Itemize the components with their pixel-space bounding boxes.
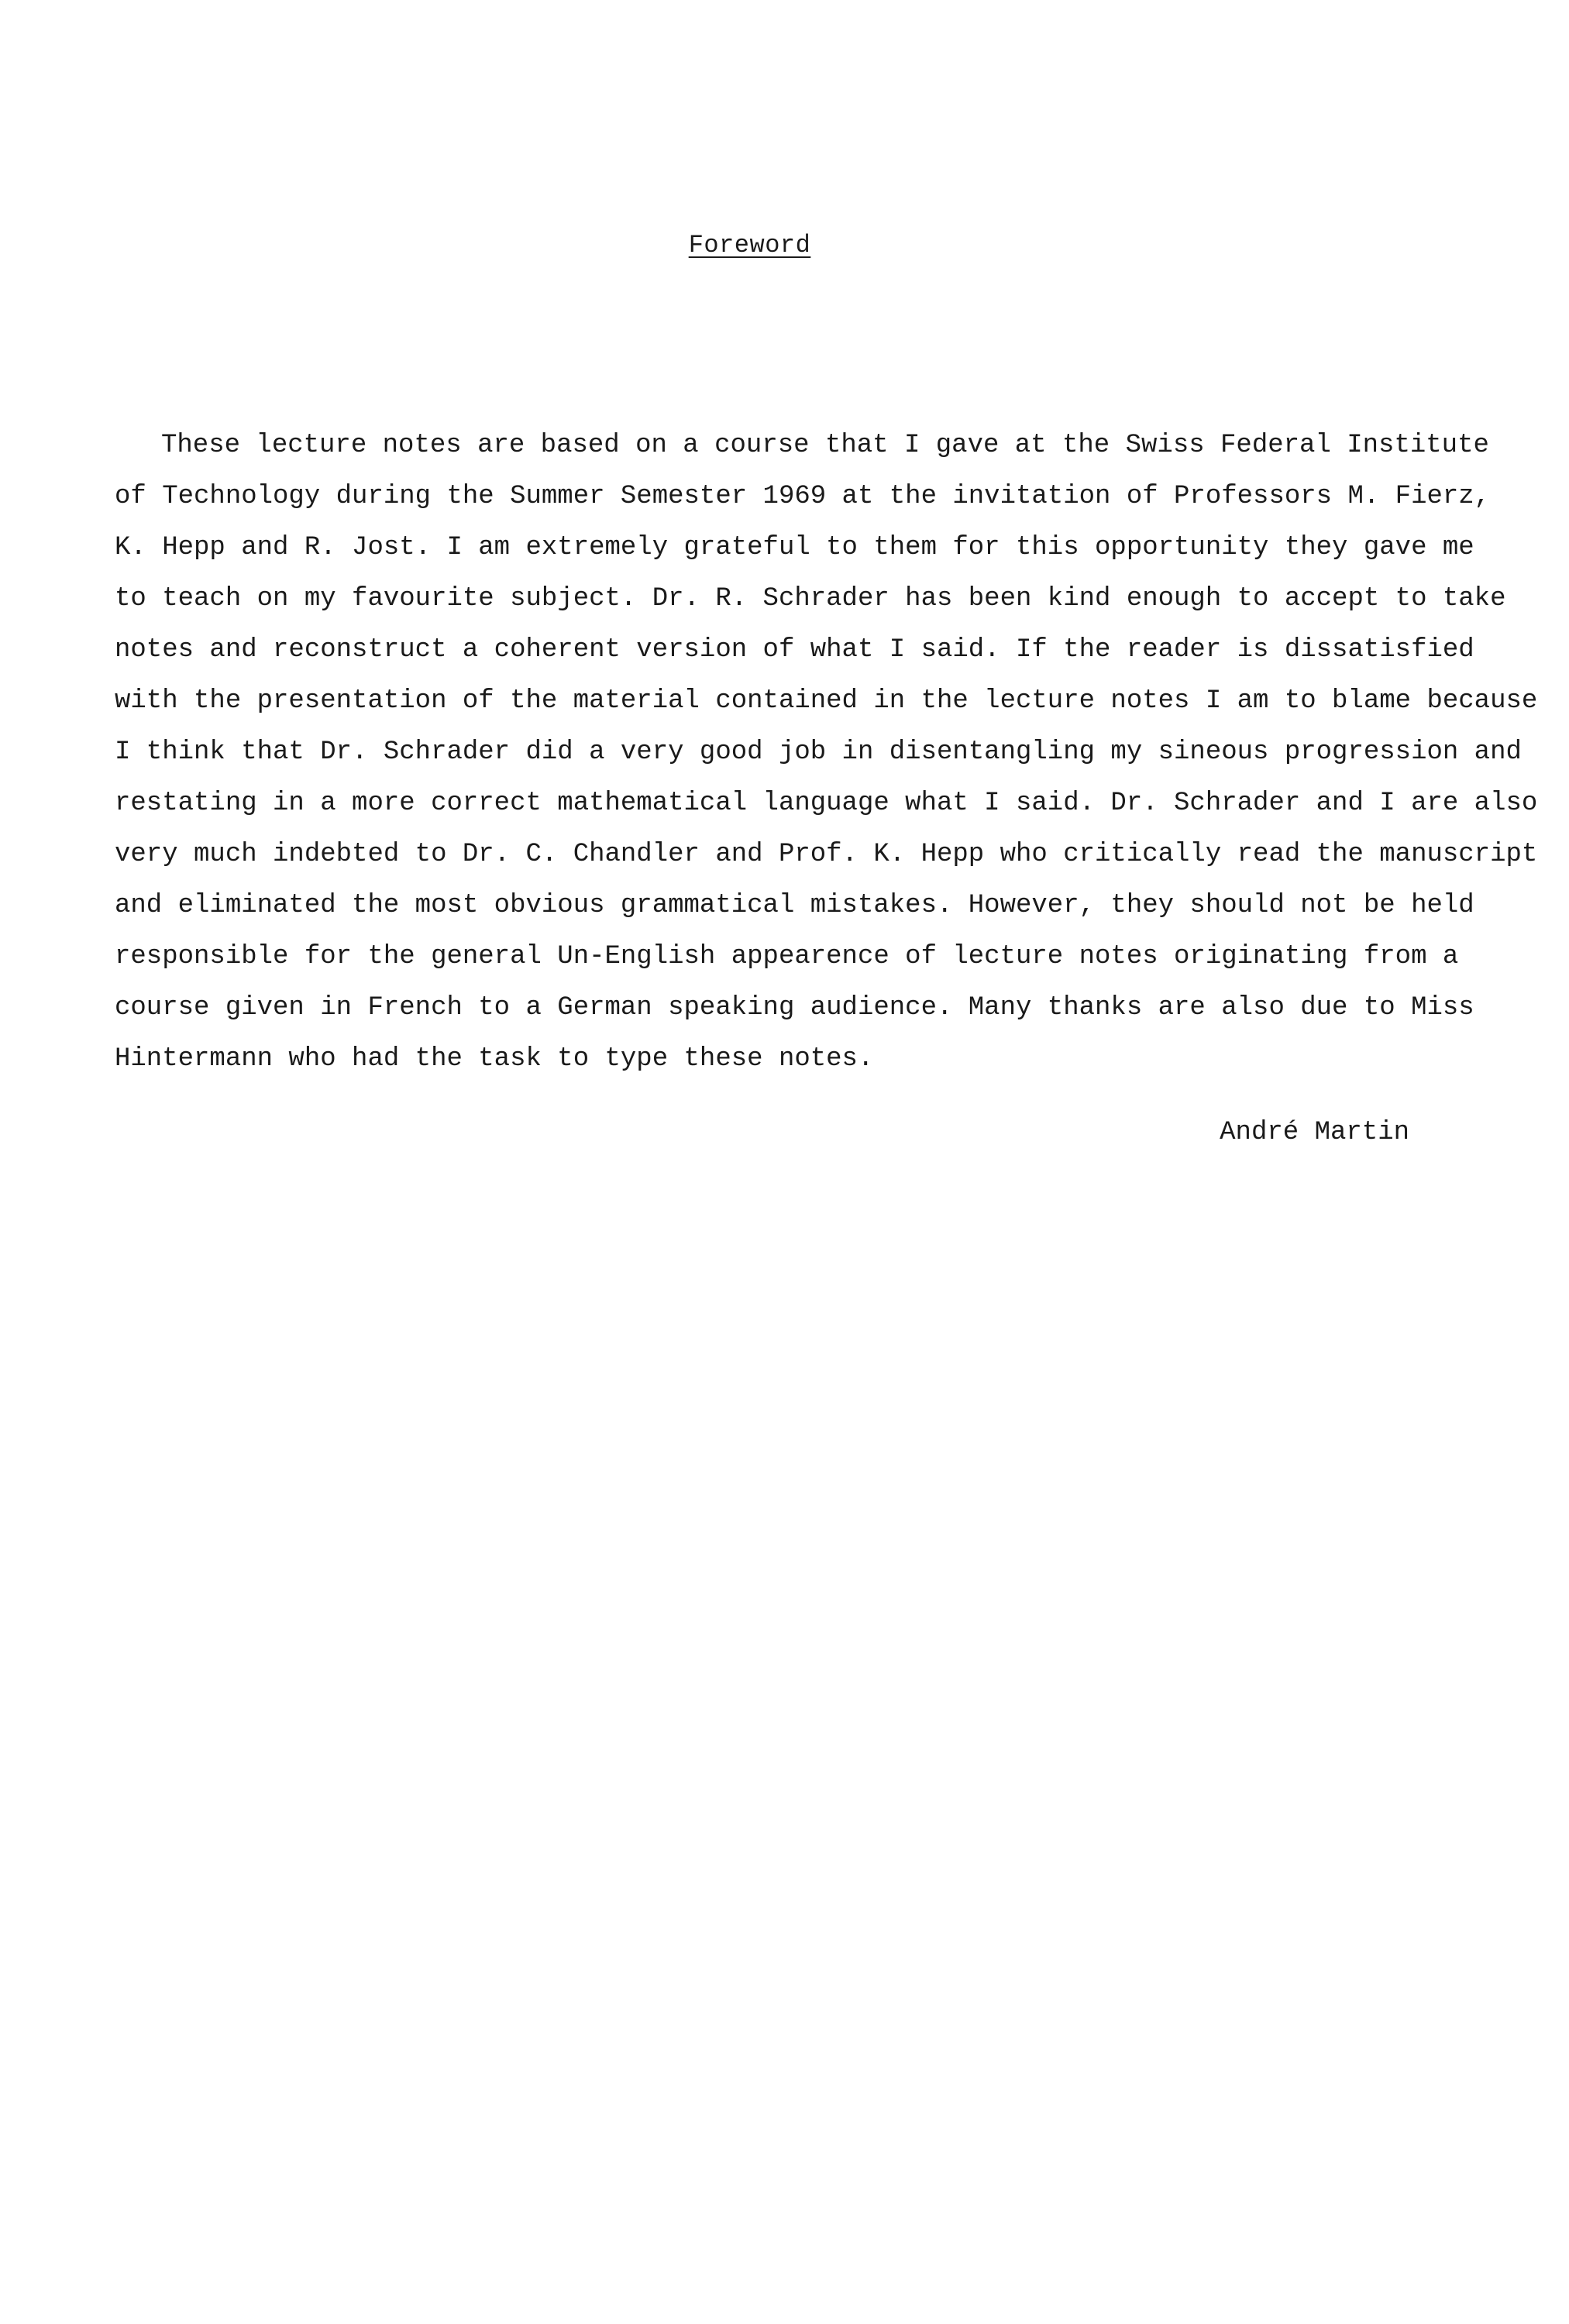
paragraph-line: very much indebted to Dr. C. Chandler and Prof. K. Hepp who critically read the manuscript xyxy=(115,840,1538,869)
paragraph-line: restating in a more correct mathematical language what I said. Dr. Schrader and I are also xyxy=(115,789,1538,818)
paragraph-line: responsible for the general Un-English appearence of lecture notes originating from a xyxy=(115,942,1459,971)
paragraph-line: with the presentation of the material contained in the lecture notes I am to blame because xyxy=(115,686,1538,716)
paragraph-line: I think that Dr. Schrader did a very good job in disentangling my sineous progression and xyxy=(115,737,1522,767)
paragraph-line: course given in French to a German speaking audience. Many thanks are also due to Miss xyxy=(115,993,1474,1023)
paragraph-line: and eliminated the most obvious grammatical mistakes. However, they should not be held xyxy=(115,891,1474,920)
paragraph-line: K. Hepp and R. Jost. I am extremely grateful to them for this opportunity they gave me xyxy=(115,533,1474,562)
paragraph-line: to teach on my favourite subject. Dr. R. Schrader has been kind enough to accept to take xyxy=(115,584,1506,614)
author-signature: André Martin xyxy=(1220,1118,1409,1147)
page-title: Foreword xyxy=(688,231,811,260)
foreword-paragraph xyxy=(115,420,1538,1085)
paragraph-line: notes and reconstruct a coherent version of what I said. If the reader is dissatisfied xyxy=(115,635,1474,665)
paragraph-line: These lecture notes are based on a course that I gave at the Swiss Federal Institute xyxy=(161,431,1489,460)
paragraph-line: Hintermann who had the task to type these notes. xyxy=(115,1044,874,1074)
paragraph-line: of Technology during the Summer Semester 1969 at the invitation of Professors M. Fierz, xyxy=(115,482,1491,511)
